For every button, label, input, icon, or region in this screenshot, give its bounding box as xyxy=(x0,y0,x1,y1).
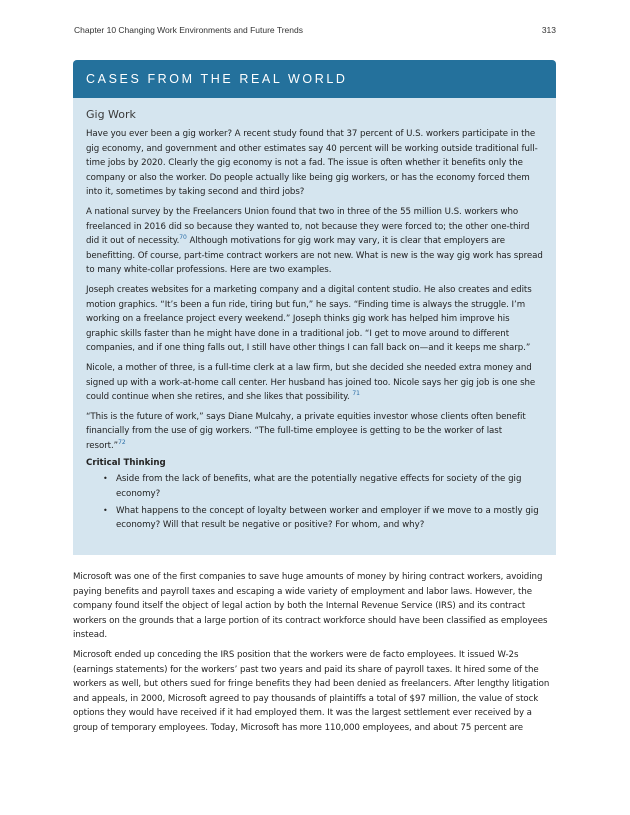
page-number: 313 xyxy=(541,25,556,35)
case-banner-label: CASES FROM THE REAL WORLD xyxy=(86,72,348,86)
list-item xyxy=(103,472,544,501)
case-body xyxy=(73,98,556,533)
running-head xyxy=(74,25,556,35)
footnote-ref-link[interactable]: 71 xyxy=(352,390,360,398)
case-banner xyxy=(73,60,556,98)
body-paragraph: Microsoft was one of the first companies to save huge amounts of money by hiring contract workers, avoiding paying benefits and payroll taxes and escaping a wide variety of employment and labor laws. However, the company found itself the object of legal action by both the Internal Revenue Service (IRS) and its contract workers on the grounds that a large portion of its contract workforce should have been classified as employees instead. xyxy=(73,572,548,641)
critical-thinking-heading: Critical Thinking xyxy=(86,458,166,469)
case-paragraph: Have you ever been a gig worker? A recent study found that 37 percent of U.S. workers participate in the gig economy, and government and other estimates say 40 percent will be working outside traditional full-time jobs by 2020. Clearly the gig economy is not a fad. The issue is often whether it benefits only the company or also the worker. Do people actually like being gig workers, or has the economy forced them into it, sometimes by taking second and third jobs? xyxy=(86,129,538,198)
paragraph-text: Nicole, a mother of three, is a full-time clerk at a law firm, but she decided she needed extra money and signed up with a work-at-home call center. Her husband has joined too. Nicole says her gig job is one she could continue when she retires, and she likes that possibility. xyxy=(86,362,536,403)
case-study-box xyxy=(73,60,556,555)
question-text: What happens to the concept of loyalty between worker and employer if we move to a mostly gig economy? Will that result be negative or positive? For whom, and why? xyxy=(116,505,539,531)
case-title: Gig Work xyxy=(86,108,136,121)
case-paragraph xyxy=(86,410,544,454)
chapter-title: Chapter 10 Changing Work Environments and Future Trends xyxy=(74,25,303,35)
list-item xyxy=(103,504,544,533)
case-paragraph xyxy=(86,205,544,278)
paragraph-text: “This is the future of work,” says Diane Mulcahy, a private equities investor whose clients often benefit financially from the use of gig workers. “The full-time employee is getting to be the worker of last resort.” xyxy=(86,411,526,451)
case-paragraph xyxy=(86,361,544,405)
question-text: Aside from the lack of benefits, what are the potentially negative effects for society of the gig economy? xyxy=(116,474,522,500)
body-paragraph: Microsoft ended up conceding the IRS position that the workers were de facto employees. It issued W-2s (earnings statements) for the workers’ past two years and paid its share of payroll taxes. It hired some of the workers as well, but others sued for fringe benefits they had been denied as freelancers. After lengthy litigation and appeals, in 2000, Microsoft agreed to pay thousands of plaintiffs a total of $97 million, the value of stock options they would have received if it had employed them. It was the largest settlement ever received by a group of temporary employees. Today, Microsoft has more 110,000 employees, and about 75 percent are xyxy=(73,649,550,733)
footnote-ref-link[interactable]: 72 xyxy=(118,438,126,446)
critical-thinking-list xyxy=(86,472,544,532)
paragraph-text: Although motivations for gig work may vary, it is clear that employers are benefitting. Of course, part-time contract workers are not new. What is new is the way gig work has spread to many white-collar professions. Here are two examples. xyxy=(86,236,543,276)
main-text xyxy=(73,570,557,741)
bullet-icon: • xyxy=(103,505,108,515)
case-paragraph: Joseph creates websites for a marketing company and a digital content studio. He also creates and edits motion graphics. “It’s been a fun ride, tiring but fun,” he says. “Finding time is always the struggle. I’m working on a freelance project every weekend.” Joseph thinks gig work has helped him improve his graphic skills faster than he might have done in a traditional job. “I get to move around to different companies, and if one thing falls out, I still have other things I can fall back on—and it keeps me sharp.” xyxy=(86,284,532,354)
footnote-ref-link[interactable]: 70 xyxy=(179,234,187,242)
bullet-icon: • xyxy=(103,474,108,484)
paragraph-text: A national survey by the Freelancers Union found that two in three of the 55 million U.S. workers who freelanced in 2016 did so because they wanted to, not because they were forced to; the other one-third did it out of necessity. xyxy=(86,206,530,247)
